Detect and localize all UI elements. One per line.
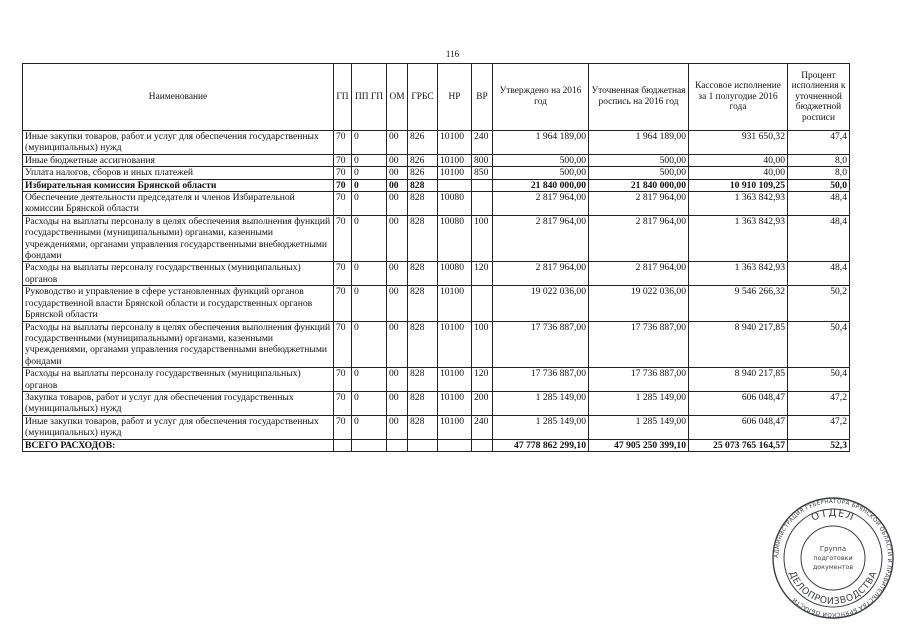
table-row <box>23 131 850 155</box>
cell-om: 00 <box>387 286 408 321</box>
cell-approved: 2 817 964,00 <box>493 192 589 216</box>
cell-cash: 606 048,47 <box>689 415 788 439</box>
cell-approved: 1 964 189,00 <box>493 131 589 155</box>
cell-grbs: 828 <box>408 321 438 368</box>
cell-om: 00 <box>387 131 408 155</box>
cell-approved: 500,00 <box>493 154 589 166</box>
stamp-center-line2: подготовки <box>813 554 853 562</box>
cell-np: 10100 <box>438 321 472 368</box>
table-body <box>23 131 850 440</box>
cell-cash: 8 940 217,85 <box>689 368 788 392</box>
cell-refined: 500,00 <box>589 167 689 179</box>
cell-approved: 2 817 964,00 <box>493 262 589 286</box>
cell-vr: 800 <box>472 154 493 166</box>
cell-approved: 500,00 <box>493 167 589 179</box>
col-header-np: НР <box>438 64 472 131</box>
table-row <box>23 286 850 321</box>
cell-ppgp: 0 <box>352 179 387 191</box>
total-cash: 25 073 765 164,57 <box>689 439 788 451</box>
cell-np: 10080 <box>438 262 472 286</box>
table-row <box>23 321 850 368</box>
cell-ppgp: 0 <box>352 368 387 392</box>
budget-table <box>22 63 850 452</box>
table-row <box>23 167 850 179</box>
cell-grbs: 828 <box>408 192 438 216</box>
table-header-row <box>23 64 850 131</box>
cell-ppgp: 0 <box>352 215 387 262</box>
table-row <box>23 154 850 166</box>
cell-gp: 70 <box>334 192 352 216</box>
cell-name: Уплата налогов, сборов и иных платежей <box>23 167 334 179</box>
cell-np: 10080 <box>438 192 472 216</box>
cell-np: 10100 <box>438 368 472 392</box>
stamp-dept-bottom: ДЕЛОПРОИЗВОДСТВА <box>786 569 880 608</box>
col-header-refined: Уточненная бюджетная роспись на 2016 год <box>589 64 689 131</box>
cell-ppgp: 0 <box>352 262 387 286</box>
cell-om: 00 <box>387 154 408 166</box>
cell-om: 00 <box>387 368 408 392</box>
cell-gp: 70 <box>334 215 352 262</box>
table-row <box>23 215 850 262</box>
cell-om: 00 <box>387 192 408 216</box>
cell-grbs: 828 <box>408 215 438 262</box>
cell-percent: 50,2 <box>788 286 850 321</box>
table-row <box>23 192 850 216</box>
stamp-ring-text: АДМИНИСТРАЦИЯ ГУБЕРНАТОРА БРЯНСКОЙ ОБЛАСТИ И ПРАВИТЕЛЬСТВА БРЯНСКОЙ ОБЛАСТИ <box>773 498 893 618</box>
cell-refined: 500,00 <box>589 154 689 166</box>
cell-grbs: 828 <box>408 368 438 392</box>
cell-name: Руководство и управление в сфере установленных функций органов государственной власти Брянской области и государственных органов Брянской области <box>23 286 334 321</box>
cell-name: Закупка товаров, работ и услуг для обеспечения государственных (муниципальных) нужд <box>23 391 334 415</box>
cell-name: Расходы на выплаты персоналу государственных (муниципальных) органов <box>23 368 334 392</box>
cell-ppgp: 0 <box>352 167 387 179</box>
cell-grbs <box>408 439 438 451</box>
cell-cash: 8 940 217,85 <box>689 321 788 368</box>
cell-refined: 1 964 189,00 <box>589 131 689 155</box>
total-percent: 52,3 <box>788 439 850 451</box>
col-header-percent: Процент исполнения к уточненной бюджетной росписи <box>788 64 850 131</box>
total-label: ВСЕГО РАСХОДОВ: <box>23 439 334 451</box>
cell-cash: 606 048,47 <box>689 391 788 415</box>
cell-cash: 1 363 842,93 <box>689 192 788 216</box>
cell-percent: 47,2 <box>788 391 850 415</box>
cell-approved: 2 817 964,00 <box>493 215 589 262</box>
cell-approved: 21 840 000,00 <box>493 179 589 191</box>
cell-approved: 19 022 036,00 <box>493 286 589 321</box>
cell-name: Расходы на выплаты персоналу в целях обеспечения выполнения функций государственными (муниципальными) органами, казенными учреждениями, органами управления государственными внебюджетными фондами <box>23 215 334 262</box>
cell-ppgp: 0 <box>352 321 387 368</box>
cell-vr: 120 <box>472 262 493 286</box>
total-row <box>23 439 850 451</box>
cell-name: Обеспечение деятельности председателя и членов Избирательной комиссии Брянской области <box>23 192 334 216</box>
cell-vr <box>472 179 493 191</box>
cell-refined: 2 817 964,00 <box>589 215 689 262</box>
cell-grbs: 828 <box>408 286 438 321</box>
cell-name: Расходы на выплаты персоналу государственных (муниципальных) органов <box>23 262 334 286</box>
cell-approved: 17 736 887,00 <box>493 321 589 368</box>
cell-approved: 17 736 887,00 <box>493 368 589 392</box>
col-header-ppgp: ПП ГП <box>352 64 387 131</box>
cell-np <box>438 179 472 191</box>
cell-vr: 240 <box>472 131 493 155</box>
cell-om: 00 <box>387 262 408 286</box>
cell-percent: 50,0 <box>788 179 850 191</box>
cell-gp: 70 <box>334 415 352 439</box>
cell-cash: 40,00 <box>689 167 788 179</box>
col-header-approved: Утверждено на 2016 год <box>493 64 589 131</box>
cell-percent: 8,0 <box>788 154 850 166</box>
cell-refined: 19 022 036,00 <box>589 286 689 321</box>
stamp-center-line1: Группа <box>819 545 847 553</box>
cell-name: Иные закупки товаров, работ и услуг для обеспечения государственных (муниципальных) нужд <box>23 415 334 439</box>
cell-vr <box>472 439 493 451</box>
col-header-gp: ГП <box>334 64 352 131</box>
cell-vr: 120 <box>472 368 493 392</box>
cell-np: 10080 <box>438 215 472 262</box>
cell-percent: 48,4 <box>788 215 850 262</box>
cell-om: 00 <box>387 179 408 191</box>
cell-refined: 17 736 887,00 <box>589 368 689 392</box>
page-number: 116 <box>445 49 460 59</box>
total-refined: 47 905 250 399,10 <box>589 439 689 451</box>
cell-percent: 48,4 <box>788 192 850 216</box>
cell-gp: 70 <box>334 131 352 155</box>
table-row <box>23 415 850 439</box>
cell-vr: 850 <box>472 167 493 179</box>
cell-approved: 1 285 149,00 <box>493 415 589 439</box>
cell-cash: 1 363 842,93 <box>689 262 788 286</box>
cell-ppgp: 0 <box>352 154 387 166</box>
cell-cash: 9 546 266,32 <box>689 286 788 321</box>
cell-percent: 50,4 <box>788 368 850 392</box>
cell-refined: 17 736 887,00 <box>589 321 689 368</box>
cell-gp: 70 <box>334 391 352 415</box>
cell-percent: 50,4 <box>788 321 850 368</box>
cell-cash: 10 910 109,25 <box>689 179 788 191</box>
cell-grbs: 828 <box>408 179 438 191</box>
cell-refined: 1 285 149,00 <box>589 415 689 439</box>
cell-om: 00 <box>387 415 408 439</box>
cell-refined: 2 817 964,00 <box>589 262 689 286</box>
cell-percent: 47,4 <box>788 131 850 155</box>
cell-ppgp: 0 <box>352 192 387 216</box>
cell-approved: 1 285 149,00 <box>493 391 589 415</box>
table-row <box>23 262 850 286</box>
col-header-grbs: ГРБС <box>408 64 438 131</box>
cell-percent: 8,0 <box>788 167 850 179</box>
cell-grbs: 826 <box>408 154 438 166</box>
cell-gp: 70 <box>334 286 352 321</box>
cell-percent: 47,2 <box>788 415 850 439</box>
table-row <box>23 391 850 415</box>
cell-vr <box>472 192 493 216</box>
col-header-vr: ВР <box>472 64 493 131</box>
total-approved: 47 778 862 299,10 <box>493 439 589 451</box>
cell-om: 00 <box>387 391 408 415</box>
office-stamp <box>771 496 895 620</box>
cell-ppgp <box>352 439 387 451</box>
cell-gp <box>334 439 352 451</box>
cell-np: 10100 <box>438 415 472 439</box>
cell-cash: 40,00 <box>689 154 788 166</box>
cell-gp: 70 <box>334 321 352 368</box>
cell-vr <box>472 286 493 321</box>
cell-vr: 200 <box>472 391 493 415</box>
cell-grbs: 828 <box>408 415 438 439</box>
cell-gp: 70 <box>334 262 352 286</box>
cell-om: 00 <box>387 321 408 368</box>
cell-gp: 70 <box>334 368 352 392</box>
cell-np: 10100 <box>438 154 472 166</box>
cell-grbs: 828 <box>408 391 438 415</box>
cell-np: 10100 <box>438 391 472 415</box>
cell-name: Избирательная комиссия Брянской области <box>23 179 334 191</box>
cell-gp: 70 <box>334 154 352 166</box>
cell-grbs: 826 <box>408 131 438 155</box>
cell-refined: 1 285 149,00 <box>589 391 689 415</box>
col-header-om: ОМ <box>387 64 408 131</box>
cell-refined: 21 840 000,00 <box>589 179 689 191</box>
cell-ppgp: 0 <box>352 131 387 155</box>
cell-name: Иные бюджетные ассигнования <box>23 154 334 166</box>
cell-cash: 1 363 842,93 <box>689 215 788 262</box>
cell-om: 00 <box>387 215 408 262</box>
stamp-dept-top: ОТДЕЛ <box>809 507 857 524</box>
col-header-name: Наименование <box>23 64 334 131</box>
cell-np: 10100 <box>438 131 472 155</box>
cell-gp: 70 <box>334 179 352 191</box>
cell-refined: 2 817 964,00 <box>589 192 689 216</box>
cell-vr: 240 <box>472 415 493 439</box>
table-row <box>23 368 850 392</box>
cell-vr: 100 <box>472 215 493 262</box>
table-row <box>23 179 850 191</box>
cell-grbs: 828 <box>408 262 438 286</box>
cell-np: 10100 <box>438 286 472 321</box>
cell-om: 00 <box>387 167 408 179</box>
cell-om <box>387 439 408 451</box>
cell-name: Иные закупки товаров, работ и услуг для обеспечения государственных (муниципальных) нужд <box>23 131 334 155</box>
cell-vr: 100 <box>472 321 493 368</box>
cell-percent: 48,4 <box>788 262 850 286</box>
cell-np <box>438 439 472 451</box>
cell-name: Расходы на выплаты персоналу в целях обеспечения выполнения функций государственными (муниципальными) органами, казенными учреждениями, органами управления государственными внебюджетными фондами <box>23 321 334 368</box>
cell-ppgp: 0 <box>352 391 387 415</box>
cell-cash: 931 650,32 <box>689 131 788 155</box>
cell-gp: 70 <box>334 167 352 179</box>
cell-ppgp: 0 <box>352 415 387 439</box>
cell-ppgp: 0 <box>352 286 387 321</box>
cell-grbs: 826 <box>408 167 438 179</box>
col-header-cash: Кассовое исполнение за 1 полугодие 2016 года <box>689 64 788 131</box>
cell-np: 10100 <box>438 167 472 179</box>
stamp-center-line3: документов <box>812 563 854 571</box>
